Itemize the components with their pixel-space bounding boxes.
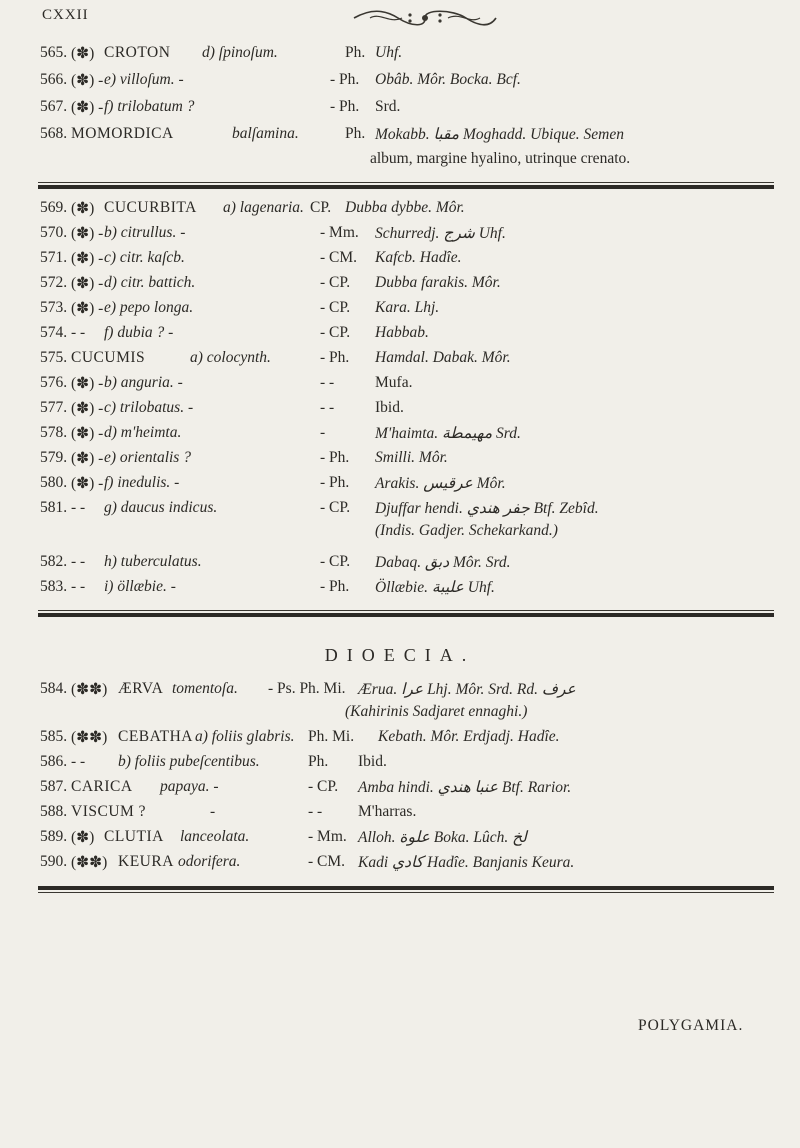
entry-mark: (✽) - xyxy=(71,275,104,292)
species-name: d) m'heimta. xyxy=(104,424,182,441)
local-names: Ibid. xyxy=(358,753,387,770)
list-item xyxy=(40,399,775,419)
local-names: Obâb. Môr. Bocka. Bcf. xyxy=(375,71,521,88)
local-names: Dubba farakis. Môr. xyxy=(375,274,501,291)
local-names: Mufa. xyxy=(375,374,413,391)
source-code: Ph. Mi. xyxy=(308,728,355,745)
species-name: c) trilobatus. - xyxy=(104,399,194,416)
header-ornament-icon xyxy=(350,7,500,29)
genus-name: KEURA xyxy=(118,853,174,870)
divider xyxy=(38,185,774,189)
page-number: CXXII xyxy=(42,7,89,23)
list-item xyxy=(40,424,775,444)
local-names: M'harras. xyxy=(358,803,417,820)
local-names: Mokabb. مقبا Moghadd. Ubique. Semen xyxy=(375,126,624,143)
source-code: - Ph. xyxy=(320,349,350,366)
local-names: Kafcb. Hadîe. xyxy=(375,249,462,266)
page-header xyxy=(42,7,762,33)
genus-name: CROTON xyxy=(104,44,171,61)
entry-number: 586. xyxy=(40,753,68,770)
local-names: Hamdal. Dabak. Môr. xyxy=(375,349,511,366)
genus-name: CUCURBITA xyxy=(104,199,197,216)
entry-number: 582. xyxy=(40,553,68,570)
source-code: - CP. xyxy=(320,299,351,316)
entry-mark: (✽✽) xyxy=(71,681,108,698)
list-item xyxy=(40,324,775,344)
entry-number: 573. xyxy=(40,299,68,316)
list-item xyxy=(40,499,775,519)
list-item xyxy=(40,728,775,748)
source-code: - CM. xyxy=(320,249,358,266)
species-name: f) dubia ? - xyxy=(104,324,174,341)
local-names: Ærua. عرا Lhj. Môr. Srd. Rd. عرف xyxy=(358,681,576,698)
source-code: - CP. xyxy=(320,553,351,570)
list-item xyxy=(40,224,775,244)
entry-number: 587. xyxy=(40,778,68,795)
species-name: f) trilobatum ? xyxy=(104,98,195,115)
list-item xyxy=(40,449,775,469)
entry-mark: - - xyxy=(71,553,86,570)
local-names: Alloh. علوة Boka. Lûch. لخ xyxy=(358,829,527,846)
entry-number: 575. xyxy=(40,349,68,366)
species-name: d) ſpinoſum. xyxy=(202,44,278,61)
entry-mark: - - xyxy=(71,753,86,770)
entry-mark: (✽) - xyxy=(71,475,104,492)
entry-mark: (✽) - xyxy=(71,250,104,267)
list-item xyxy=(40,474,775,494)
species-name: papaya. - xyxy=(160,778,219,795)
list-item xyxy=(40,71,775,91)
entry-number: 571. xyxy=(40,249,68,266)
local-names: Schurredj. شرج Uhf. xyxy=(375,225,506,242)
entry-mark: (✽) xyxy=(71,829,95,846)
entry-number: 577. xyxy=(40,399,68,416)
entry-number: 574. xyxy=(40,324,68,341)
divider xyxy=(38,892,774,893)
genus-name: CEBATHA xyxy=(118,728,193,745)
source-code: Ph. xyxy=(308,753,329,770)
entry-mark: (✽) - xyxy=(71,300,104,317)
list-item xyxy=(40,578,775,598)
species-name: tomentoſa. xyxy=(172,680,238,697)
local-names: Habbab. xyxy=(375,324,429,341)
local-names: Dabaq. دبق Môr. Srd. xyxy=(375,554,511,571)
catchword: POLYGAMIA. xyxy=(638,1017,744,1034)
local-names: Kebath. Môr. Erdjadj. Hadîe. xyxy=(378,728,560,745)
species-name: a) lagenaria. xyxy=(223,199,304,216)
local-names: Arakis. عرقيس Môr. xyxy=(375,475,506,492)
species-name: c) citr. kaſcb. xyxy=(104,249,185,266)
list-item xyxy=(40,44,775,64)
species-name: e) villoſum. - xyxy=(104,71,184,88)
local-names: Amba hindi. عنبا هندي Btf. Rarior. xyxy=(358,779,572,796)
genus-name: ÆRVA xyxy=(118,680,164,697)
entry-number: 580. xyxy=(40,474,68,491)
entry-mark: (✽) - xyxy=(71,450,104,467)
species-name: d) citr. battich. xyxy=(104,274,196,291)
entry-number: 569. xyxy=(40,199,68,216)
list-item xyxy=(40,98,775,118)
entry-number: 566. xyxy=(40,71,68,88)
local-names: Öllæbie. عليبة Uhf. xyxy=(375,579,495,596)
entry-mark: - - xyxy=(71,499,86,516)
species-name: a) foliis glabris. xyxy=(195,728,295,745)
entry-number: 570. xyxy=(40,224,68,241)
entry-mark: (✽✽) xyxy=(71,729,108,746)
species-name: a) colocynth. xyxy=(190,349,271,366)
entry-number: 590. xyxy=(40,853,68,870)
entry-number: 589. xyxy=(40,828,68,845)
local-names: Kara. Lhj. xyxy=(375,299,440,316)
source-code: - CP. xyxy=(320,324,351,341)
source-code: - - xyxy=(308,803,323,820)
entry-number: 581. xyxy=(40,499,68,516)
genus-name: VISCUM ? xyxy=(71,803,147,820)
list-item xyxy=(40,803,775,823)
entry-mark: (✽✽) xyxy=(71,854,108,871)
entry-mark: (✽) - xyxy=(71,425,104,442)
entry-number: 584. xyxy=(40,680,68,697)
divider xyxy=(38,610,774,611)
source-code: - Ph. xyxy=(330,98,360,115)
source-code: Ph. xyxy=(345,125,366,142)
species-name: h) tuberculatus. xyxy=(104,553,202,570)
list-item xyxy=(40,853,775,873)
source-code: - Ph. xyxy=(320,474,350,491)
species-name: b) anguria. - xyxy=(104,374,183,391)
list-item xyxy=(40,125,775,145)
local-names: Kadi كادي Hadîe. Banjanis Keura. xyxy=(358,854,575,871)
list-item xyxy=(40,828,775,848)
local-names: Smilli. Môr. xyxy=(375,449,448,466)
entry-mark: - - xyxy=(71,578,86,595)
entry-number: 578. xyxy=(40,424,68,441)
source-code: - Mm. xyxy=(308,828,347,845)
species-name: b) citrullus. - xyxy=(104,224,186,241)
list-item xyxy=(40,753,775,773)
section-heading: DIOECIA. xyxy=(324,645,476,665)
entry-number: 588. xyxy=(40,803,68,820)
local-names: M'haimta. مهيمطة Srd. xyxy=(375,425,521,442)
entry-mark: (✽) xyxy=(71,45,95,62)
entry-mark: (✽) - xyxy=(71,400,104,417)
source-code: - Ps. Ph. Mi. xyxy=(268,680,346,697)
source-code: - CM. xyxy=(308,853,346,870)
local-names: Uhf. xyxy=(375,44,403,61)
species-name: f) inedulis. - xyxy=(104,474,180,491)
local-names: Ibid. xyxy=(375,399,404,416)
entry-note: (Kahirinis Sadjaret ennaghi.) xyxy=(345,703,528,720)
entry-number: 579. xyxy=(40,449,68,466)
local-names: Srd. xyxy=(375,98,401,115)
entry-mark: (✽) - xyxy=(71,225,104,242)
entry-note: album, margine hyalino, utrinque crenato. xyxy=(370,150,631,167)
source-code: - Ph. xyxy=(320,578,350,595)
entry-mark: - - xyxy=(71,324,86,341)
entry-mark: (✽) - xyxy=(71,72,104,89)
divider xyxy=(38,886,774,890)
genus-name: CLUTIA xyxy=(104,828,164,845)
local-names: Djuffar hendi. جفر هندي Btf. Zebîd. xyxy=(375,500,599,517)
entry-mark: (✽) - xyxy=(71,99,104,116)
source-code: - Ph. xyxy=(320,449,350,466)
genus-name: CARICA xyxy=(71,778,133,795)
divider xyxy=(38,182,774,183)
entry-number: 565. xyxy=(40,44,68,61)
list-item xyxy=(40,199,775,219)
list-item xyxy=(40,680,775,700)
species-name: e) orientalis ? xyxy=(104,449,191,466)
divider xyxy=(38,613,774,617)
source-code: - Ph. xyxy=(330,71,360,88)
entry-number: 572. xyxy=(40,274,68,291)
source-code: - CP. xyxy=(320,499,351,516)
species-name: i) öllæbie. - xyxy=(104,578,176,595)
entry-number: 568. xyxy=(40,125,68,142)
list-item xyxy=(40,299,775,319)
list-item xyxy=(40,778,775,798)
species-name: b) foliis pubeſcentibus. xyxy=(118,753,260,770)
source-code: - Mm. xyxy=(320,224,359,241)
source-code: - - xyxy=(320,399,335,416)
entry-number: 576. xyxy=(40,374,68,391)
source-code: - - xyxy=(320,374,335,391)
species-name: odorifera. xyxy=(178,853,241,870)
source-code: Ph. xyxy=(345,44,366,61)
source-code: - CP. xyxy=(320,274,351,291)
list-item xyxy=(40,349,775,369)
genus-name: MOMORDICA xyxy=(71,125,174,142)
entry-number: 567. xyxy=(40,98,68,115)
list-item xyxy=(40,374,775,394)
species-name: - xyxy=(210,803,216,820)
list-item xyxy=(40,553,775,573)
species-name: lanceolata. xyxy=(180,828,250,845)
species-name: balſamina. xyxy=(232,125,299,142)
entry-number: 585. xyxy=(40,728,68,745)
source-code: - CP. xyxy=(308,778,339,795)
genus-name: CUCUMIS xyxy=(71,349,146,366)
species-name: e) pepo longa. xyxy=(104,299,194,316)
source-code: - xyxy=(320,424,326,441)
source-code: CP. xyxy=(310,199,332,216)
list-item xyxy=(40,274,775,294)
entry-mark: (✽) xyxy=(71,200,95,217)
entry-number: 583. xyxy=(40,578,68,595)
list-item xyxy=(40,249,775,269)
entry-mark: (✽) - xyxy=(71,375,104,392)
local-names: Dubba dybbe. Môr. xyxy=(345,199,465,216)
entry-note: (Indis. Gadjer. Schekarkand.) xyxy=(375,522,558,539)
species-name: g) daucus indicus. xyxy=(104,499,218,516)
